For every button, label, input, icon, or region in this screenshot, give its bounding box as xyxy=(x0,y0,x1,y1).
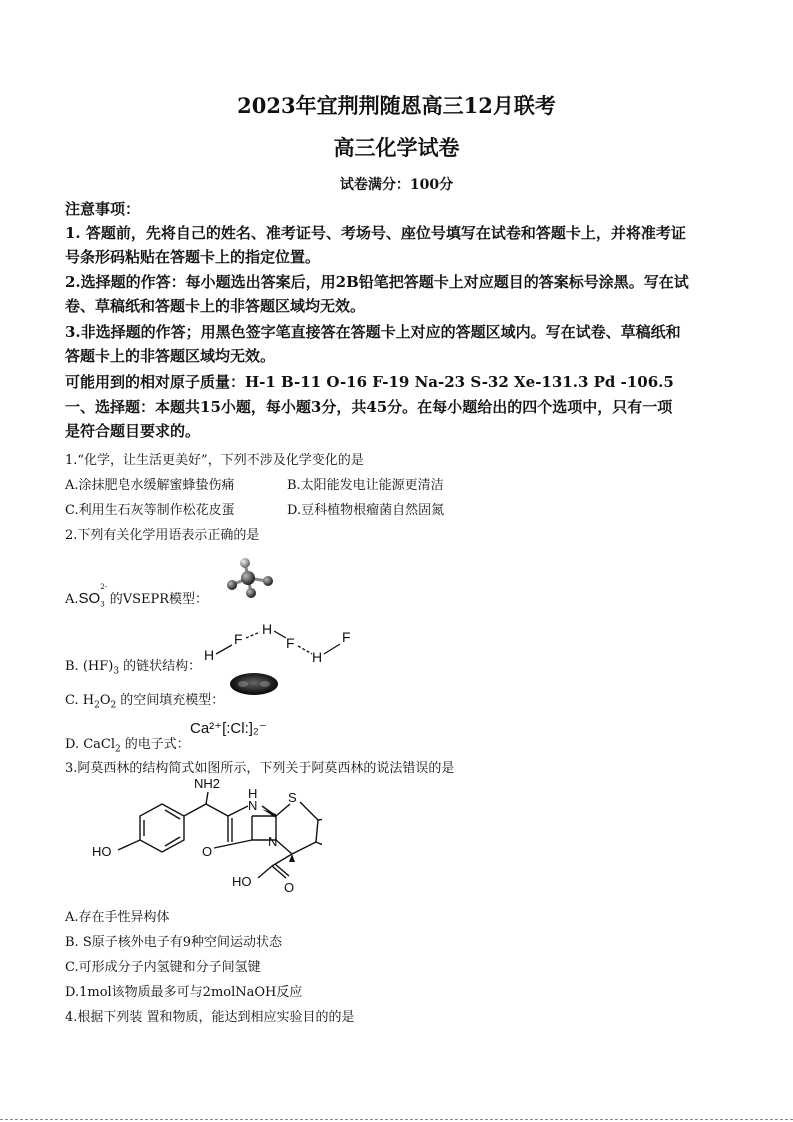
q1-option-b: B.太阳能发电让能源更清洁 xyxy=(287,478,444,493)
q3-option-b: B. S原子核外电子有9种空间运动状态 xyxy=(65,935,282,950)
notice-item2-line1: 2.选择题的作答：每小题选出答案后，用2B铅笔把答题卡上对应题目的答案标号涂黑。写在试 xyxy=(65,273,689,291)
label-o-lactam: O xyxy=(202,844,213,859)
full-mark: 试卷满分：100分 xyxy=(339,177,454,193)
q1-option-d: D.豆科植物根瘤菌自然固氮 xyxy=(287,503,445,518)
q3-stem: 3.阿莫西林的结构简式如图所示，下列关于阿莫西林的说法错误的是 xyxy=(65,761,455,776)
q4-stem: 4.根据下列装 置和物质，能达到相应实验目的的是 xyxy=(65,1010,355,1025)
label-ho-phenol: HO xyxy=(92,844,112,859)
q3-option-c: C.可形成分子内氢键和分子间氢键 xyxy=(65,960,261,975)
exam-subtitle: 高三化学试卷 xyxy=(333,135,460,160)
notice-item3-line1: 3.非选择题的作答；用黑色签字笔直接答在答题卡上对应的答题区域内。写在试卷、草稿纸和 xyxy=(65,323,681,341)
h2o2-space-filling-model-icon xyxy=(228,671,280,697)
page-bottom-divider xyxy=(0,1119,793,1120)
label-nh-n: N xyxy=(248,798,258,813)
q3-option-d: D.1mol该物质最多可与2molNaOH反应 xyxy=(65,985,303,1000)
section1-line1: 一、选择题：本题共15小题，每小题3分，共45分。在每小题给出的四个选项中，只有一项 xyxy=(65,398,673,416)
hf-atom-h3: H xyxy=(312,649,323,665)
notice-item1-line1: 1. 答题前，先将自己的姓名、准考证号、考场号、座位号填写在试卷和答题卡上，并将准考证 xyxy=(65,224,686,242)
label-o-acid: O xyxy=(284,880,295,894)
section1-line2: 是符合题目要求的。 xyxy=(65,422,201,440)
notice-item3-line2: 答题卡上的非答题区域均无效。 xyxy=(65,347,276,365)
q2-stem: 2.下列有关化学用语表示正确的是 xyxy=(65,528,260,543)
hf-atom-f3: F xyxy=(342,629,351,645)
notice-item1-line2: 号条形码粘贴在答题卡上的指定位置。 xyxy=(65,248,321,266)
amoxicillin-structure-diagram xyxy=(62,776,322,894)
q1-option-c: C.利用生石灰等制作松花皮蛋 xyxy=(65,503,235,518)
cacl2-electron-formula: Ca²⁺[:Cl:]₂⁻ xyxy=(190,720,267,737)
label-nh-h: H xyxy=(248,786,258,801)
so3-vsepr-model-icon xyxy=(224,558,276,598)
notice-item2-line2: 卷、草稿纸和答题卡上的非答题区域均无效。 xyxy=(65,297,366,315)
q2-option-c: C. $H_2O_2$ 的空间填充模型： xyxy=(65,693,225,711)
notice-heading: 注意事项： xyxy=(65,200,141,218)
hf-atom-f2: F xyxy=(286,635,295,651)
label-nh2: NH2 xyxy=(194,776,221,791)
q2-option-b: B. $(HF)_3$ 的链状结构： xyxy=(65,659,202,677)
q1-option-a: A.涂抹肥皂水缓解蜜蜂蛰伤痛 xyxy=(65,478,235,493)
atomic-masses: 可能用到的相对原子质量：H-1 B-11 O-16 F-19 Na-23 S-32 Xe-131.3 Pd -106.5 xyxy=(65,373,674,391)
hf-atom-h1: H xyxy=(204,647,215,663)
exam-title: 2023年宜荆荆随恩高三12月联考 xyxy=(237,93,556,118)
label-s: S xyxy=(288,790,297,805)
q3-option-a: A.存在手性异构体 xyxy=(65,910,170,925)
hf3-chain-structure-diagram xyxy=(200,618,360,666)
label-n-ring: N xyxy=(268,834,278,849)
q1-stem: 1.“化学，让生活更美好”，下列不涉及化学变化的是 xyxy=(65,453,364,468)
q2-option-a: A.SO 2- $_3$ 的VSEPR模型： xyxy=(65,583,209,609)
hf-atom-h2: H xyxy=(262,621,273,637)
q2-option-d: D. CaCl$_2$ 的电子式： xyxy=(65,737,190,755)
label-ho-acid: HO xyxy=(232,874,252,889)
hf-atom-f1: F xyxy=(234,631,243,647)
